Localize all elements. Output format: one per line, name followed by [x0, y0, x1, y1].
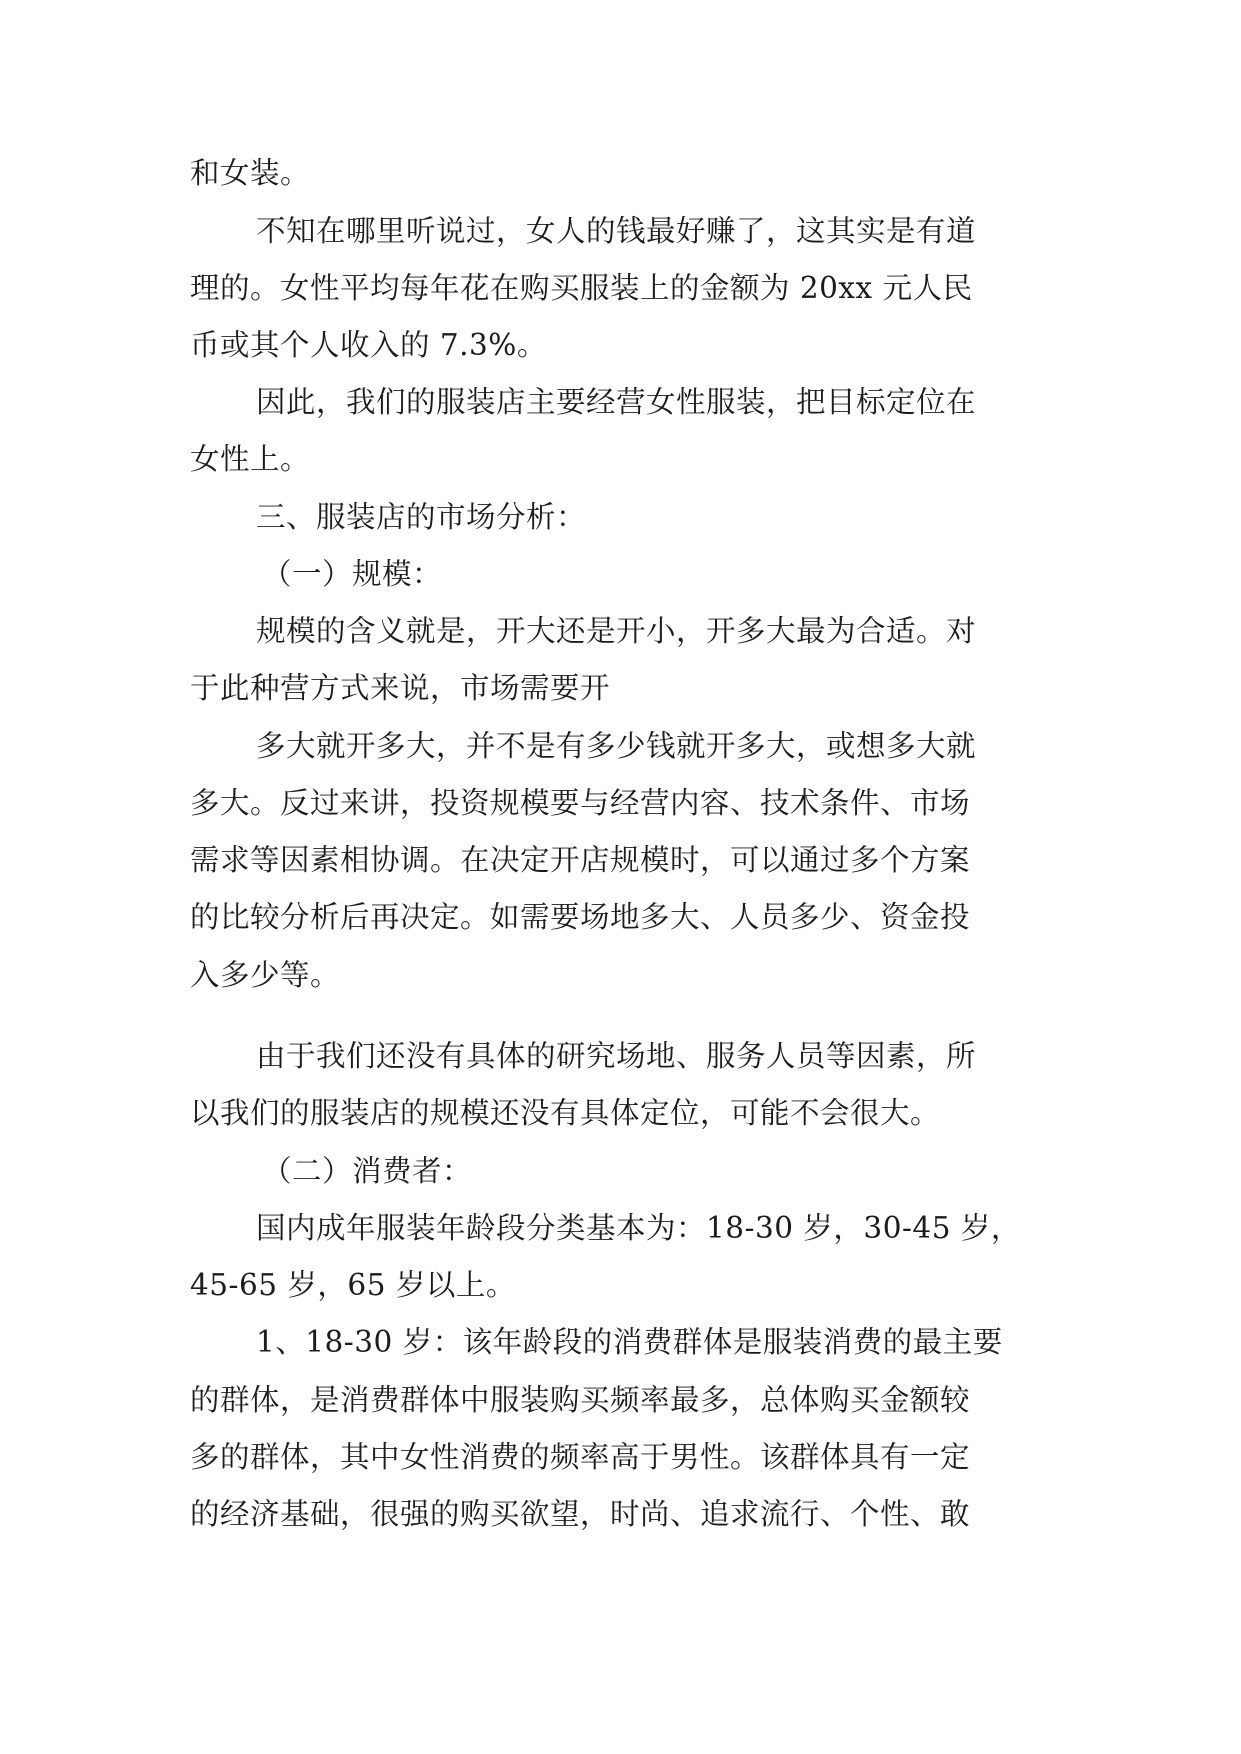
paragraph-line: 规模的含义就是，开大还是开小，开多大最为合适。对 — [256, 614, 977, 648]
text-line: 45-65 岁，65 岁以上。 — [190, 1268, 516, 1302]
paragraph-line: 因此，我们的服装店主要经营女性服装，把目标定位在 — [256, 385, 977, 419]
paragraph-line: 不知在哪里听说过，女人的钱最好赚了，这其实是有道 — [256, 214, 977, 248]
text-line: 的比较分析后再决定。如需要场地多大、人员多少、资金投 — [190, 900, 971, 934]
subsection-heading: （二）消费者： — [262, 1154, 473, 1188]
text-line: 和女装。 — [190, 156, 311, 190]
text-line: 女性上。 — [190, 442, 311, 476]
text-line: 的群体，是消费群体中服装购买频率最多，总体购买金额较 — [190, 1383, 971, 1417]
text-line: 多大。反过来讲，投资规模要与经营内容、技术条件、市场 — [190, 786, 971, 820]
text-line: 的经济基础，很强的购买欲望，时尚、追求流行、个性、敢 — [190, 1497, 971, 1531]
subsection-heading: （一）规模： — [262, 557, 443, 591]
paragraph-line: 1、18-30 岁：该年龄段的消费群体是服装消费的最主要 — [256, 1325, 1003, 1359]
text-line: 需求等因素相协调。在决定开店规模时，可以通过多个方案 — [190, 843, 971, 877]
text-line: 币或其个人收入的 7.3%。 — [190, 328, 547, 362]
section-heading: 三、服装店的市场分析： — [256, 500, 587, 534]
text-line: 以我们的服装店的规模还没有具体定位，可能不会很大。 — [190, 1096, 941, 1130]
paragraph-line: 多大就开多大，并不是有多少钱就开多大，或想多大就 — [256, 729, 977, 763]
text-line: 于此种营方式来说，市场需要开 — [190, 671, 611, 705]
text-line: 多的群体，其中女性消费的频率高于男性。该群体具有一定 — [190, 1440, 971, 1474]
text-line: 入多少等。 — [190, 958, 341, 992]
paragraph-line: 由于我们还没有具体的研究场地、服务人员等因素，所 — [256, 1039, 977, 1073]
text-line: 理的。女性平均每年花在购买服装上的金额为 20xx 元人民 — [190, 271, 973, 305]
paragraph-line: 国内成年服装年龄段分类基本为：18-30 岁，30-45 岁， — [256, 1211, 1021, 1245]
